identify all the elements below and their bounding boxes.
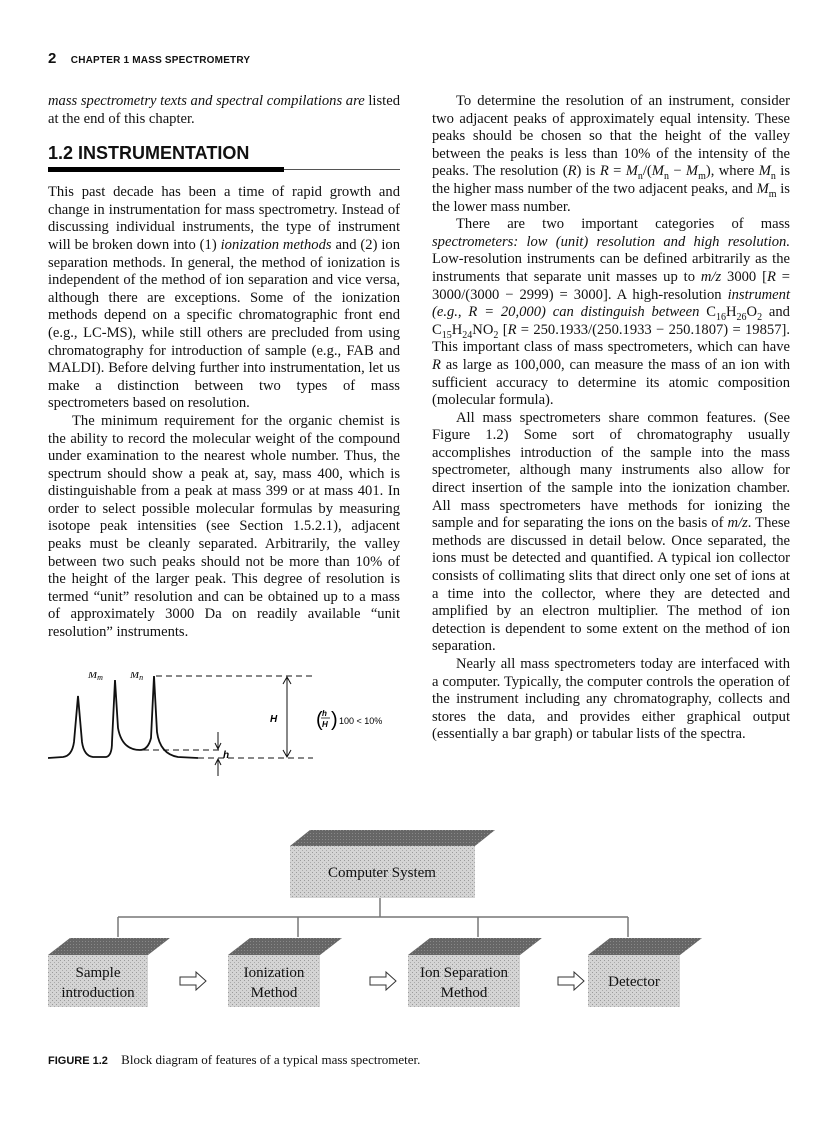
text-run: Low-resolution instruments can be defined arbitrarily as the instruments that separate unit masses up to <box>432 251 790 285</box>
text-run: NO <box>472 321 494 338</box>
text-run: H <box>725 304 737 321</box>
running-header <box>48 50 250 68</box>
text-run: O <box>746 304 758 321</box>
text-run: is the lower mass number. <box>432 180 790 215</box>
text-run: m <box>698 171 706 183</box>
text-run: 26 <box>736 312 747 324</box>
text-run: To determine the resolution of an instrument, consider two adjacent peaks of approximately equal intensity. These peaks should be chosen so that the height of the valley between the peaks is less than 10% of the intensity of the peaks. The resolution ( <box>432 93 790 180</box>
text-run: [ <box>498 321 508 338</box>
text-run: and C <box>432 304 790 338</box>
connector-lines <box>118 897 628 937</box>
text-run: R <box>432 356 441 373</box>
text-run: R <box>766 268 776 285</box>
svg-text:h: h <box>322 709 327 718</box>
text-run: /( <box>642 163 652 180</box>
label-mn: Mn <box>130 672 144 682</box>
text-run: 16 <box>715 312 726 324</box>
text-run: m <box>768 188 777 200</box>
paragraph <box>432 93 790 216</box>
text-run: spectrometers: low (unit) resolution and high resolution. <box>432 233 790 250</box>
text-run: 3000 [ <box>721 268 767 285</box>
paragraph <box>48 184 400 413</box>
text-run: instrument (e.g., R = 20,000) can distinguish between <box>432 286 790 321</box>
flow-arrow-icon <box>370 972 396 990</box>
label-h: h <box>223 750 230 761</box>
text-run: . These methods are discussed in detail below. Once separated, the ions must be detected and quantified. A typical ion collector consists of collimating slits that direct only one set of ions at a time into the collector, where they are detected and amplified by an electron multiplier. The method of ion detection is dependent to some extent on the method of ion separation. <box>432 515 790 655</box>
text-run: = 250.1933/(250.1933 − 250.1807) = 19857]. This important class of mass spectrometers, which can have <box>432 321 791 356</box>
text-run: as large as 100,000, can measure the mass of an ion with sufficient accuracy to determine its atomic composition (molecular formula). <box>432 356 790 409</box>
resolution-peak-figure <box>48 672 408 792</box>
svg-text:100 < 10%: 100 < 10% <box>339 716 383 726</box>
diagram-box-label: Ion Separation <box>420 965 508 981</box>
diagram-box <box>588 938 702 1007</box>
label-H: H <box>270 714 278 725</box>
text-run: R <box>567 163 577 180</box>
text-run: m/z <box>700 268 722 285</box>
left-column <box>48 93 400 642</box>
text-run: and (2) ion separation methods. In general, the method of ionization is independent of the method of ion separation and vice versa, although there are exceptions. Some of the ionization methods depend on a specific chromatographic front end (e.g., LC-MS), while still others are precluded from using chromatography for introduction of sample (e.g., FAB and MALDI). Before delving further into instrumentation, let us make a distinction between two types of mass spectrometers based on resolution. <box>48 236 401 412</box>
text-run: 2 <box>493 329 499 341</box>
caption-text: Block diagram of features of a typical mass spectrometer. <box>121 1052 421 1067</box>
text-run: is the higher mass number of the two adjacent peaks, and <box>432 163 791 197</box>
flow-arrow-icon <box>558 972 584 990</box>
text-run: − <box>668 163 686 180</box>
diagram-box-label: introduction <box>61 985 135 1001</box>
block-diagram <box>0 820 816 1020</box>
text-run: m/z <box>727 515 748 532</box>
text-run: H <box>451 321 463 338</box>
section-heading: 1.2 INSTRUMENTATION <box>48 143 250 164</box>
svg-text:Computer System: Computer System <box>328 865 436 881</box>
text-run: M <box>685 163 699 180</box>
computer-system-box <box>290 830 495 898</box>
text-run: R <box>507 321 517 338</box>
text-run: The minimum requirement for the organic chemist is the ability to record the molecular weight of the compound under examination to the nearest whole number. Thus, the spectrum should show a peak at, say, mass 400, which is distinguishable from a peak at mass 399 or at mass 401. In order to select possible molecular formulas by measuring isotope peak intensities (see Section 1.5.2.1), adjacent peaks must be cleanly separated. Arbitrarily, the valley between two such peaks should not be more than 10% of the height of the larger peak. This degree of resolution is termed “unit” resolution and can be obtained up to a mass of approximately 3000 Da on readily available “unit resolution” instruments. <box>48 412 400 641</box>
text-run: listed at the end of this chapter. <box>48 93 400 127</box>
flow-arrow-icon <box>180 972 206 990</box>
text-run: Nearly all mass spectrometers today are interfaced with a computer. Typically, the computer controls the operation of the instrument including any chromatography, collects and stores the data, and provides either graphical output (essentially a bar graph) or tabular lists of the spectra. <box>432 656 790 743</box>
text-run: 15 <box>441 329 452 341</box>
text-run: ) is <box>576 163 600 180</box>
resolution-formula <box>316 709 382 731</box>
paragraph <box>48 413 400 642</box>
figure-caption <box>48 1052 420 1068</box>
chapter-title: CHAPTER 1 MASS SPECTROMETRY <box>70 55 251 66</box>
figure-label: FIGURE 1.2 <box>48 1055 108 1067</box>
svg-text:H: H <box>322 720 328 729</box>
text-run: n <box>637 171 643 183</box>
paragraph <box>432 656 790 744</box>
svg-text:(: ( <box>316 709 323 731</box>
text-run: M <box>625 163 638 180</box>
text-run: M <box>758 163 771 180</box>
text-run: mass spectrometry texts and spectral compilations are <box>48 93 369 109</box>
diagram-box-label: Detector <box>608 974 660 990</box>
diagram-box-label: Ionization <box>243 965 305 981</box>
text-run: C <box>699 304 716 321</box>
text-run: There are two important categories of mass <box>456 216 790 233</box>
right-column <box>432 93 790 744</box>
paragraph <box>432 216 790 410</box>
diagram-box-label: Method <box>440 985 488 1001</box>
text-run: This past decade has been a time of rapid growth and change in instrumentation for mass spectrometry. Instead of discussing individual instruments, the type of instrument will be broken down into (1) <box>48 184 400 253</box>
text-run: M <box>651 163 664 180</box>
diagram-box <box>408 938 542 1007</box>
text-run: = <box>608 163 626 180</box>
text-run: n <box>770 171 776 183</box>
text-run: n <box>663 171 669 183</box>
text-run: = 3000/(3000 − 2999) = 3000]. A high-resolution <box>432 268 790 303</box>
text-run: ), where <box>705 163 759 180</box>
text-run: M <box>756 180 769 197</box>
paragraph <box>48 93 400 128</box>
diagram-box-label: Sample <box>75 965 121 981</box>
diagram-box <box>48 938 170 1007</box>
text-run: All mass spectrometers share common features. (See Figure 1.2) Some sort of chromatography usually accomplishes introduction of the sample into the mass spectrometer, although many instruments also allow for direct insertion of the sample into the ionization chamber. All mass spectrometers have methods for ionizing the sample and for separating the ions on the basis of <box>432 409 790 532</box>
text-run: 24 <box>462 329 473 341</box>
text-run: ionization methods <box>220 236 332 253</box>
page-number: 2 <box>48 50 57 67</box>
diagram-box <box>228 938 342 1007</box>
diagram-box-label: Method <box>250 985 298 1001</box>
svg-text:): ) <box>331 709 338 731</box>
label-mm: Mm <box>88 672 103 682</box>
heading-rule <box>48 164 400 176</box>
paragraph <box>432 410 790 656</box>
text-run: R <box>599 163 609 180</box>
text-run: 2 <box>757 312 763 324</box>
